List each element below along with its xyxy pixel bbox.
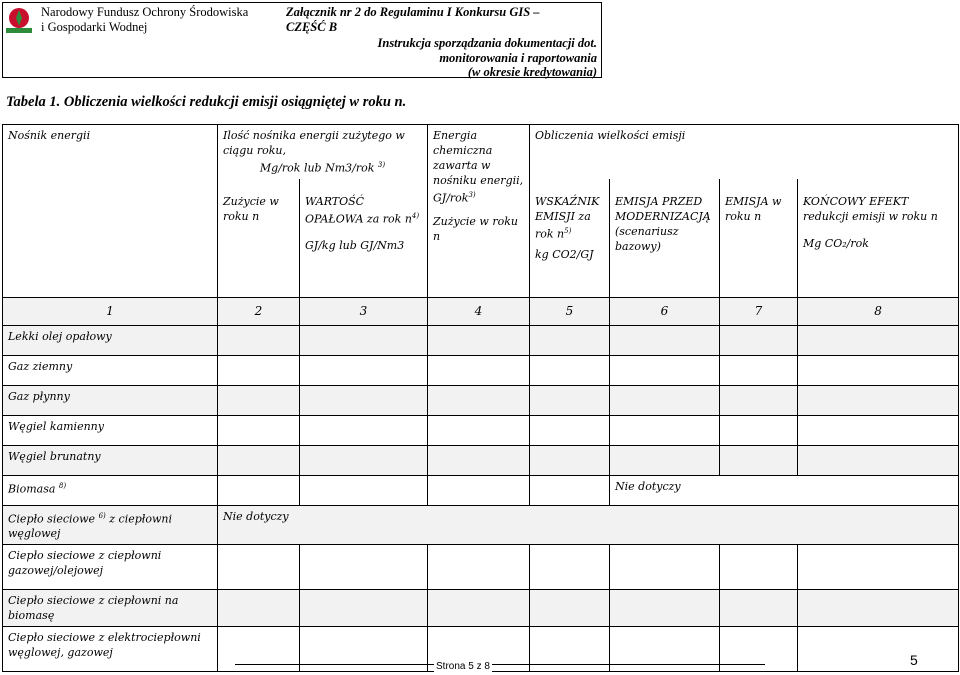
input-cell[interactable]: [798, 385, 959, 415]
input-cell[interactable]: [428, 475, 530, 505]
input-cell[interactable]: [720, 445, 798, 475]
input-cell[interactable]: [300, 590, 428, 627]
input-cell[interactable]: [218, 590, 300, 627]
input-cell[interactable]: [798, 415, 959, 445]
input-cell[interactable]: [798, 590, 959, 627]
not-applicable-cell: Nie dotyczy: [610, 475, 959, 505]
input-cell[interactable]: [720, 415, 798, 445]
input-cell[interactable]: [610, 545, 720, 590]
input-cell[interactable]: [610, 415, 720, 445]
input-cell[interactable]: [218, 627, 300, 672]
header-calorific: WARTOŚĆ OPAŁOWA za rok $n^{4)}$ GJ/kg lub GJ/Nm3: [300, 179, 428, 298]
org-line-1: Narodowy Fundusz Ochrony Środowiska: [41, 5, 249, 19]
header-final: KOŃCOWY EFEKT redukcji emisji w roku n Mg CO₂/rok: [798, 179, 959, 298]
row-label: Lekki olej opałowy: [3, 325, 218, 355]
row-label: Biomasa $^{8)}$: [3, 475, 218, 505]
input-cell[interactable]: [428, 325, 530, 355]
table-row: [3, 385, 959, 415]
header-carrier: Nośnik energii: [3, 125, 218, 298]
document-header: [2, 2, 602, 78]
input-cell[interactable]: [798, 445, 959, 475]
input-cell[interactable]: [300, 325, 428, 355]
input-cell[interactable]: [720, 627, 798, 672]
col-number: 8: [798, 297, 959, 325]
organization-name: [41, 5, 248, 35]
input-cell[interactable]: [610, 445, 720, 475]
header-usage: Zużycie w roku n: [218, 179, 300, 298]
table-row: [3, 325, 959, 355]
instr-line-2: monitorowania i raportowania: [439, 50, 597, 65]
input-cell[interactable]: [530, 415, 610, 445]
col-number: 6: [610, 297, 720, 325]
table-row: [3, 590, 959, 627]
nfosigw-logo-icon: [5, 6, 33, 34]
input-cell[interactable]: [530, 590, 610, 627]
org-line-2: i Gospodarki Wodnej: [41, 20, 148, 34]
instruction-title: [378, 36, 598, 80]
input-cell[interactable]: [428, 385, 530, 415]
input-cell[interactable]: [530, 445, 610, 475]
header-before: EMISJA PRZED MODERNIZACJĄ (scenariusz bazowy): [610, 179, 720, 298]
input-cell[interactable]: [218, 545, 300, 590]
input-cell[interactable]: [218, 325, 300, 355]
input-cell[interactable]: [428, 590, 530, 627]
input-cell[interactable]: [798, 355, 959, 385]
col-number: 1: [3, 297, 218, 325]
input-cell[interactable]: [300, 445, 428, 475]
column-number-row: [3, 297, 959, 325]
row-label: Węgiel kamienny: [3, 415, 218, 445]
input-cell[interactable]: [610, 355, 720, 385]
table-row: [3, 505, 959, 545]
table-row: [3, 355, 959, 385]
input-cell[interactable]: [720, 355, 798, 385]
header-amount: Ilość nośnika energii zużytego w ciągu roku, Mg/rok lub Nm3/rok $^{3)}$: [218, 125, 428, 179]
table-row: [3, 415, 959, 445]
input-cell[interactable]: [218, 385, 300, 415]
table-row: [3, 445, 959, 475]
emission-table: [2, 124, 959, 672]
input-cell[interactable]: [530, 545, 610, 590]
input-cell[interactable]: [720, 545, 798, 590]
not-applicable-cell: Nie dotyczy: [218, 505, 959, 545]
annex-line-1: Załącznik nr 2 do Regulaminu I Konkursu GIS –: [286, 5, 540, 19]
input-cell[interactable]: [798, 627, 959, 672]
page-counter: Strona 5 z 8: [436, 661, 490, 672]
input-cell[interactable]: [428, 355, 530, 385]
row-label: Ciepło sieciowe z ciepłowni na biomasę: [3, 590, 218, 627]
row-label: Węgiel brunatny: [3, 445, 218, 475]
input-cell[interactable]: [300, 475, 428, 505]
input-cell[interactable]: [798, 545, 959, 590]
input-cell[interactable]: [720, 325, 798, 355]
col-number: 4: [428, 297, 530, 325]
input-cell[interactable]: [530, 385, 610, 415]
instr-line-3: (w okresie kredytowania): [467, 65, 597, 79]
col-number: 5: [530, 297, 610, 325]
input-cell[interactable]: [428, 415, 530, 445]
input-cell[interactable]: [530, 475, 610, 505]
row-label: Gaz płynny: [3, 385, 218, 415]
input-cell[interactable]: [798, 325, 959, 355]
input-cell[interactable]: [610, 385, 720, 415]
input-cell[interactable]: [300, 545, 428, 590]
instr-line-1: Instrukcja sporządzania dokumentacji dot.: [377, 36, 597, 50]
header-calc: Obliczenia wielkości emisji: [530, 125, 959, 179]
row-label: Ciepło sieciowe $^{6)}$ z ciepłowni węglowej: [3, 505, 218, 545]
input-cell[interactable]: [300, 385, 428, 415]
input-cell[interactable]: [218, 355, 300, 385]
input-cell[interactable]: [720, 590, 798, 627]
input-cell[interactable]: [300, 627, 428, 672]
input-cell[interactable]: [610, 590, 720, 627]
row-label: Ciepło sieciowe z elektrociepłowni węglowej, gazowej: [3, 627, 218, 672]
input-cell[interactable]: [530, 627, 610, 672]
header-year: EMISJA w roku n: [720, 179, 798, 298]
input-cell[interactable]: [428, 445, 530, 475]
col-number: 3: [300, 297, 428, 325]
header-energy: Energia chemiczna zawarta w nośniku energii, GJ/rok$^{3)}$ Zużycie w roku n: [428, 125, 530, 298]
header-factor: WSKAŹNIK EMISJI za rok $n^{5)}$ kg CO2/GJ: [530, 179, 610, 298]
input-cell[interactable]: [610, 627, 720, 672]
input-cell[interactable]: [300, 415, 428, 445]
col-number: 7: [720, 297, 798, 325]
input-cell[interactable]: [300, 355, 428, 385]
table-row: [3, 545, 959, 590]
page-number: 5: [910, 652, 918, 668]
input-cell[interactable]: [218, 475, 300, 505]
input-cell[interactable]: [218, 415, 300, 445]
input-cell[interactable]: [720, 385, 798, 415]
table-row: [3, 475, 959, 505]
input-cell[interactable]: [530, 325, 610, 355]
table-caption: Tabela 1. Obliczenia wielkości redukcji emisji osiągniętej w roku n.: [6, 94, 407, 110]
input-cell[interactable]: [218, 445, 300, 475]
row-label: Ciepło sieciowe z ciepłowni gazowej/olejowej: [3, 545, 218, 590]
input-cell[interactable]: [530, 355, 610, 385]
col-number: 2: [218, 297, 300, 325]
row-label: Gaz ziemny: [3, 355, 218, 385]
input-cell[interactable]: [610, 325, 720, 355]
input-cell[interactable]: [428, 545, 530, 590]
header-row-1: [3, 125, 959, 179]
annex-title: [286, 5, 540, 35]
footer-rule: [235, 664, 765, 665]
annex-line-2: CZĘŚĆ B: [286, 20, 338, 34]
